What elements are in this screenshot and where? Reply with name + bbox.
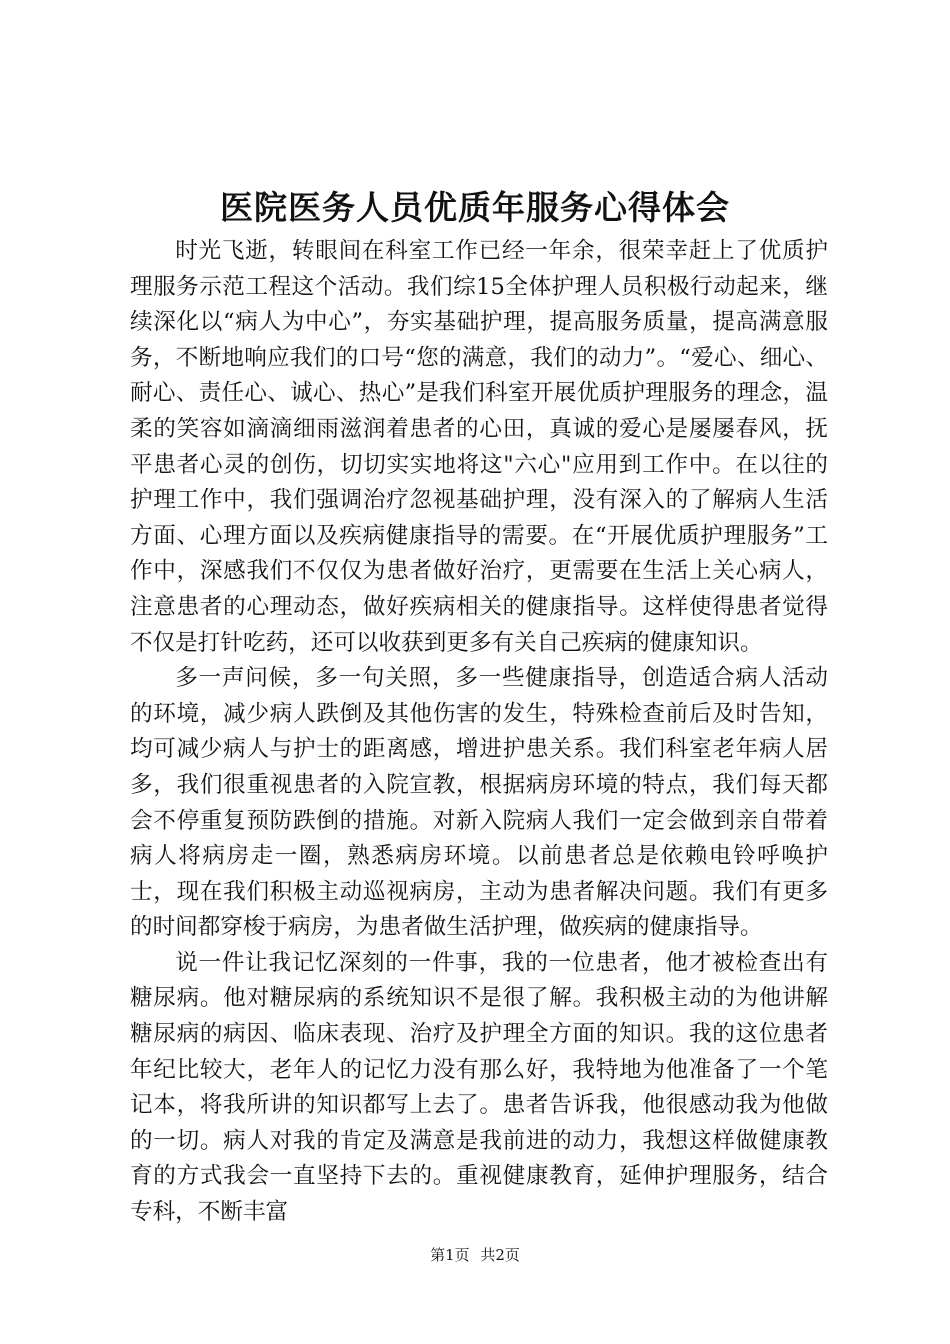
paragraph-1: 时光飞逝，转眼间在科室工作已经一年余，很荣幸赶上了优质护理服务示范工程这个活动。我们综15全体护理人员积极行动起来，继续深化以“病人为中心”，夯实基础护理，提高服务质量，提高满意服务，不断地响应我们的口号“您的满意，我们的动力”。“爱心、细心、耐心、责任心、诚心、热心”是我们科室开展优质护理服务的理念，温柔的笑容如滴滴细雨滋润着患者的心田，真诚的爱心是屡屡春风，抚平患者心灵的创伤，切切实实地将这"六心"应用到工作中。在以往的护理工作中，我们强调治疗忽视基础护理，没有深入的了解病人生活方面、心理方面以及疾病健康指导的需要。在“开展优质护理服务”工作中，深感我们不仅仅为患者做好治疗，更需要在生活上关心病人，注意患者的心理动态，做好疾病相关的健康指导。这样使得患者觉得不仅是打针吃药，还可以收获到更多有关自己疾病的健康知识。: [130, 238, 828, 656]
document-body: [130, 234, 828, 1231]
page-total: 共2页: [480, 1246, 520, 1264]
page-footer: [0, 1245, 950, 1265]
page-number: 第1页: [430, 1246, 470, 1264]
paragraph-2: 多一声问候，多一句关照，多一些健康指导，创造适合病人活动的环境，减少病人跌倒及其他伤害的发生，特殊检查前后及时告知，均可减少病人与护士的距离感，增进护患关系。我们科室老年病人居多，我们很重视患者的入院宣教，根据病房环境的特点，我们每天都会不停重复预防跌倒的措施。对新入院病人我们一定会做到亲自带着病人将病房走一圈，熟悉病房环境。以前患者总是依赖电铃呼唤护士，现在我们积极主动巡视病房，主动为患者解决问题。我们有更多的时间都穿梭于病房，为患者做生活护理，做疾病的健康指导。: [130, 665, 828, 941]
paragraph-3: 说一件让我记忆深刻的一件事，我的一位患者，他才被检查出有糖尿病。他对糖尿病的系统知识不是很了解。我积极主动的为他讲解糖尿病的病因、临床表现、治疗及护理全方面的知识。我的这位患者年纪比较大，老年人的记忆力没有那么好，我特地为他准备了一个笔记本，将我所讲的知识都写上去了。患者告诉我，他很感动我为他做的一切。病人对我的肯定及满意是我前进的动力，我想这样做健康教育的方式我会一直坚持下去的。重视健康教育，延伸护理服务，结合专科，不断丰富: [130, 949, 828, 1226]
document-title: 医院医务人员优质年服务心得体会: [220, 188, 730, 227]
